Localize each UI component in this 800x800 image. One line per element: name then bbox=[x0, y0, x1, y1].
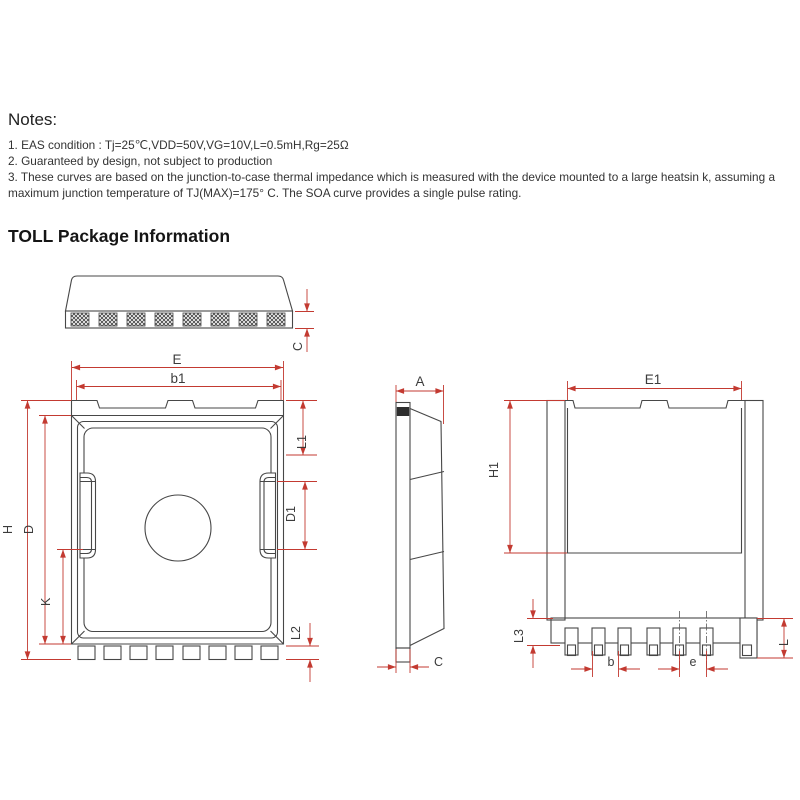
dim-label-k: K bbox=[39, 597, 53, 606]
dim-label-l1: L1 bbox=[295, 435, 309, 449]
dim-label-e-pitch: e bbox=[689, 655, 697, 669]
note-item-1: 1. EAS condition : Tj=25℃,VDD=50V,VG=10V,L=0.5mH,Rg=25Ω bbox=[8, 138, 349, 152]
top-side-view bbox=[66, 276, 315, 352]
dim-label-h1: H1 bbox=[487, 462, 501, 478]
back-view bbox=[487, 372, 793, 677]
dim-label-e1: E1 bbox=[644, 372, 662, 387]
mounting-hole bbox=[145, 495, 211, 561]
note-item-3: 3. These curves are based on the junction-to-case thermal impedance which is measured with the device mounted to a large heatsin k, assuming a maximum junction temperature of TJ(MAX)=175° C. The SOA curve provides a single pulse rating. bbox=[8, 170, 775, 200]
section-title: TOLL Package Information bbox=[8, 226, 231, 246]
dim-label-d: D bbox=[22, 524, 36, 534]
dim-label-l3: L3 bbox=[512, 629, 526, 643]
dim-label-e-width: E bbox=[172, 352, 182, 367]
note-item-2: 2. Guaranteed by design, not subject to production bbox=[8, 154, 273, 168]
dim-label-l: L bbox=[777, 639, 791, 646]
dim-label-a: A bbox=[415, 374, 425, 389]
dim-label-h: H bbox=[1, 524, 15, 534]
dim-label-l2: L2 bbox=[289, 626, 303, 640]
notes-title: Notes: bbox=[8, 110, 58, 129]
dim-label-b1: b1 bbox=[170, 371, 186, 386]
dim-label-d1: D1 bbox=[284, 506, 298, 522]
side-profile-view bbox=[377, 374, 444, 673]
dim-label-c-side: C bbox=[434, 655, 444, 669]
dim-label-b: b bbox=[607, 655, 615, 669]
dim-label-c-top: C bbox=[291, 341, 305, 351]
front-view bbox=[1, 352, 319, 682]
